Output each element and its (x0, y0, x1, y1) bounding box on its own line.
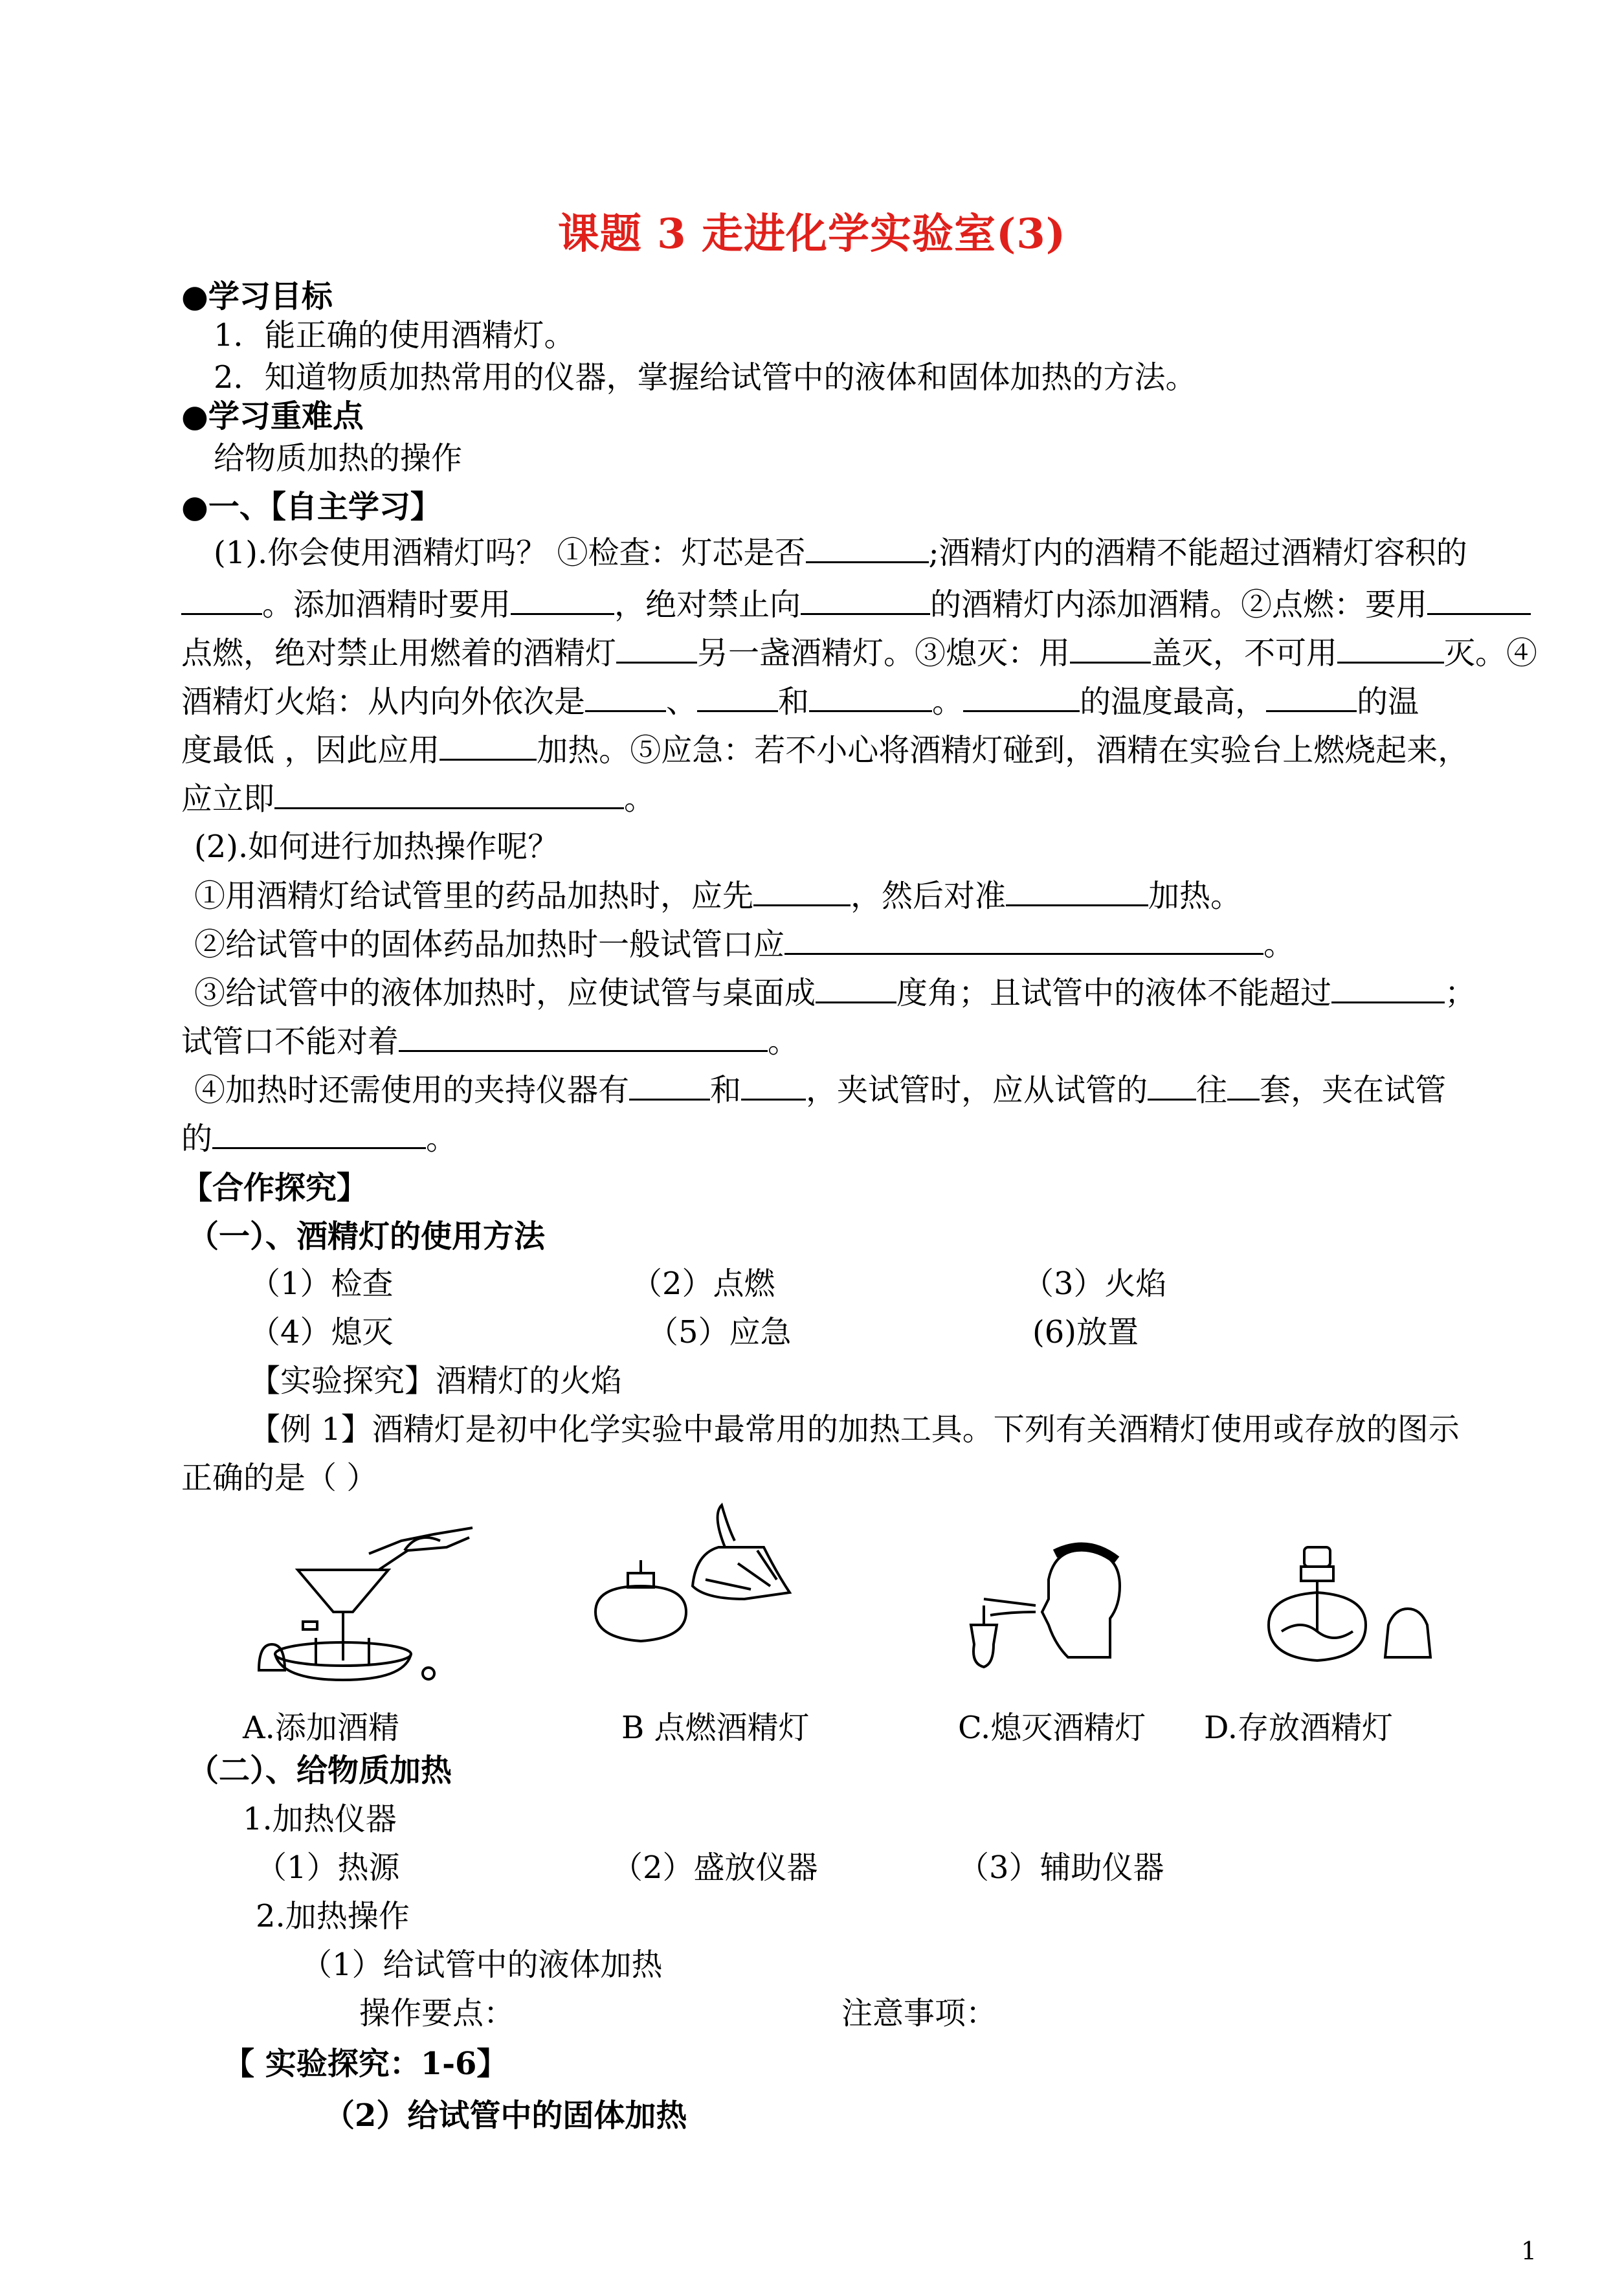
q1-text: 。 (624, 781, 656, 817)
figure-a-adding-alcohol (239, 1515, 498, 1690)
q2-text: ③给试管中的液体加热时，应使试管与桌面成 (194, 975, 816, 1011)
q2-d (194, 1070, 1446, 1110)
q2-text: 加热。 (1148, 878, 1242, 914)
q1-line-5 (181, 730, 1469, 770)
q2-text: ，然后对准 (851, 878, 1007, 914)
sub-liquid-heating: （1）给试管中的液体加热 (301, 1947, 663, 1983)
difficulty-heading: ●学习重难点 (181, 398, 364, 434)
blank (1006, 876, 1148, 906)
blank (1266, 682, 1357, 712)
q2-text: ②给试管中的固体药品加热时一般试管口应 (194, 926, 785, 963)
q1-text: 应立即 (181, 781, 275, 817)
operation-key-points: 操作要点： (359, 1995, 515, 2031)
sub-solid-heating: （2）给试管中的固体加热 (324, 2097, 687, 2134)
figure-d-storing-lamp (1256, 1534, 1450, 1690)
figure-c-extinguish-lamp (958, 1534, 1152, 1703)
cooperate-heading: 【合作探究】 (181, 1170, 368, 1206)
caption-a: A.添加酒精 (243, 1710, 399, 1746)
item: （3）火焰 (1023, 1266, 1167, 1302)
blank (784, 924, 1263, 955)
q2-text: 试管口不能对着 (181, 1023, 399, 1060)
blank (511, 585, 614, 615)
blank (1337, 633, 1444, 664)
blank (1227, 1070, 1260, 1101)
self-study-heading: ●一、【自主学习】 (181, 489, 441, 525)
q2-text: 。 (1263, 926, 1295, 963)
section-1-heading: （一）、酒精灯的使用方法 (188, 1218, 546, 1255)
q2-text: 和 (710, 1072, 742, 1108)
blank (1070, 633, 1151, 664)
precautions: 注意事项： (841, 1995, 997, 2031)
q1-text: 的温 (1357, 684, 1419, 720)
blank (274, 779, 624, 809)
item: （3）辅助仪器 (958, 1850, 1164, 1886)
blank (806, 533, 929, 563)
figure-b-lighting-lamp (583, 1502, 829, 1670)
q2-d-cont (181, 1119, 457, 1158)
q2-intro: (2).如何进行加热操作呢？ (194, 829, 559, 865)
objective-2: 2．知道物质加热常用的仪器，掌握给试管中的液体和固体加热的方法。 (214, 359, 1197, 396)
q1-text: ，绝对禁止向 (614, 587, 801, 623)
blank (616, 633, 697, 664)
blank (585, 682, 666, 712)
heading-heating-operation: 2.加热操作 (256, 1898, 410, 1934)
q1-text: ;酒精灯内的酒精不能超过酒精灯容积的 (928, 535, 1467, 571)
item: （2）点燃 (631, 1266, 775, 1302)
blank (1427, 585, 1531, 615)
q2-text: 。 (768, 1023, 799, 1060)
q1-line-2 (181, 585, 1531, 624)
blank (181, 585, 262, 615)
q2-text: 的 (181, 1121, 213, 1157)
q1-text: 盖灭，不可用 (1151, 635, 1338, 671)
q2-text: 套，夹在试管 (1260, 1072, 1447, 1108)
q1-line-4 (181, 682, 1419, 721)
difficulty-text: 给物质加热的操作 (214, 440, 463, 476)
q1-text: 的酒精灯内添加酒精。②点燃：要用 (930, 587, 1428, 623)
q1-text: 加热。⑤应急：若不小心将酒精灯碰到，酒精在实验台上燃烧起来， (537, 732, 1469, 768)
q2-text: 。 (426, 1121, 458, 1157)
blank (963, 682, 1080, 712)
item: （5）应急 (647, 1314, 792, 1350)
q1-text: 、 (666, 684, 698, 720)
caption-d: D.存放酒精灯 (1204, 1710, 1394, 1746)
objective-1: 1．能正确的使用酒精灯。 (214, 317, 575, 353)
section-2-heading: （二）、给物质加热 (188, 1752, 452, 1789)
q1-text: 。添加酒精时要用 (262, 587, 511, 623)
q1-text: 的温度最高， (1080, 684, 1267, 720)
blank (741, 1070, 806, 1101)
q2-a (194, 876, 1241, 915)
q2-c-cont (181, 1022, 799, 1061)
blank (753, 876, 851, 906)
caption-b: B 点燃酒精灯 (621, 1710, 810, 1746)
q2-text: ； (1445, 975, 1476, 1011)
item: （2）盛放仪器 (612, 1850, 818, 1886)
blank (439, 730, 537, 761)
item: （4）熄灭 (249, 1314, 394, 1350)
q2-c (194, 973, 1476, 1012)
q1-text: 。 (932, 684, 964, 720)
objectives-heading: ●学习目标 (181, 278, 333, 315)
q1-text: 另一盏酒精灯。③熄灭：用 (697, 635, 1071, 671)
experiment-2-label: 【 实验探究：1-6】 (223, 2046, 508, 2082)
q1-text: 灭。④ (1444, 635, 1538, 671)
blank (629, 1070, 710, 1101)
q1-line-6 (181, 779, 655, 818)
blank (816, 973, 896, 1003)
page-number: 1 (1520, 2237, 1537, 2265)
q1-text: 度最低 ，因此应用 (181, 732, 440, 768)
blank (212, 1119, 426, 1149)
item: （1）热源 (256, 1850, 400, 1886)
q1-line-3 (181, 633, 1537, 673)
q2-text: ，夹试管时，应从试管的 (806, 1072, 1148, 1108)
item: （1）检查 (249, 1266, 394, 1302)
q2-b (194, 924, 1295, 964)
blank (697, 682, 778, 712)
q2-text: 度角；且试管中的液体不能超过 (896, 975, 1332, 1011)
q1-text: 和 (778, 684, 810, 720)
q1-text: (1).你会使用酒精灯吗？ ①检查：灯芯是否 (214, 535, 806, 571)
q2-text: 往 (1196, 1072, 1228, 1108)
q1-text: 点燃，绝对禁止用燃着的酒精灯 (181, 635, 617, 671)
blank (809, 682, 932, 712)
experiment-label: 【实验探究】酒精灯的火焰 (249, 1363, 623, 1399)
blank (1331, 973, 1445, 1003)
q1-text: 酒精灯火焰：从内向外依次是 (181, 684, 586, 720)
q1-line-1 (214, 533, 1467, 572)
caption-c: C.熄灭酒精灯 (958, 1710, 1146, 1746)
blank (399, 1022, 768, 1052)
blank (1148, 1070, 1196, 1101)
q2-text: ①用酒精灯给试管里的药品加热时，应先 (194, 878, 754, 914)
blank (801, 585, 930, 615)
example-1-text: 【例 1】酒精灯是初中化学实验中最常用的加热工具。下列有关酒精灯使用或存放的图示 (249, 1411, 1460, 1448)
heading-heating-instruments: 1.加热仪器 (243, 1801, 397, 1837)
q2-text: ④加热时还需使用的夹持仪器有 (194, 1072, 630, 1108)
page-title: 课题 3 走进化学实验室(3) (557, 210, 1067, 258)
example-1-answer: 正确的是（ ） (181, 1460, 378, 1496)
item: (6)放置 (1032, 1314, 1139, 1350)
